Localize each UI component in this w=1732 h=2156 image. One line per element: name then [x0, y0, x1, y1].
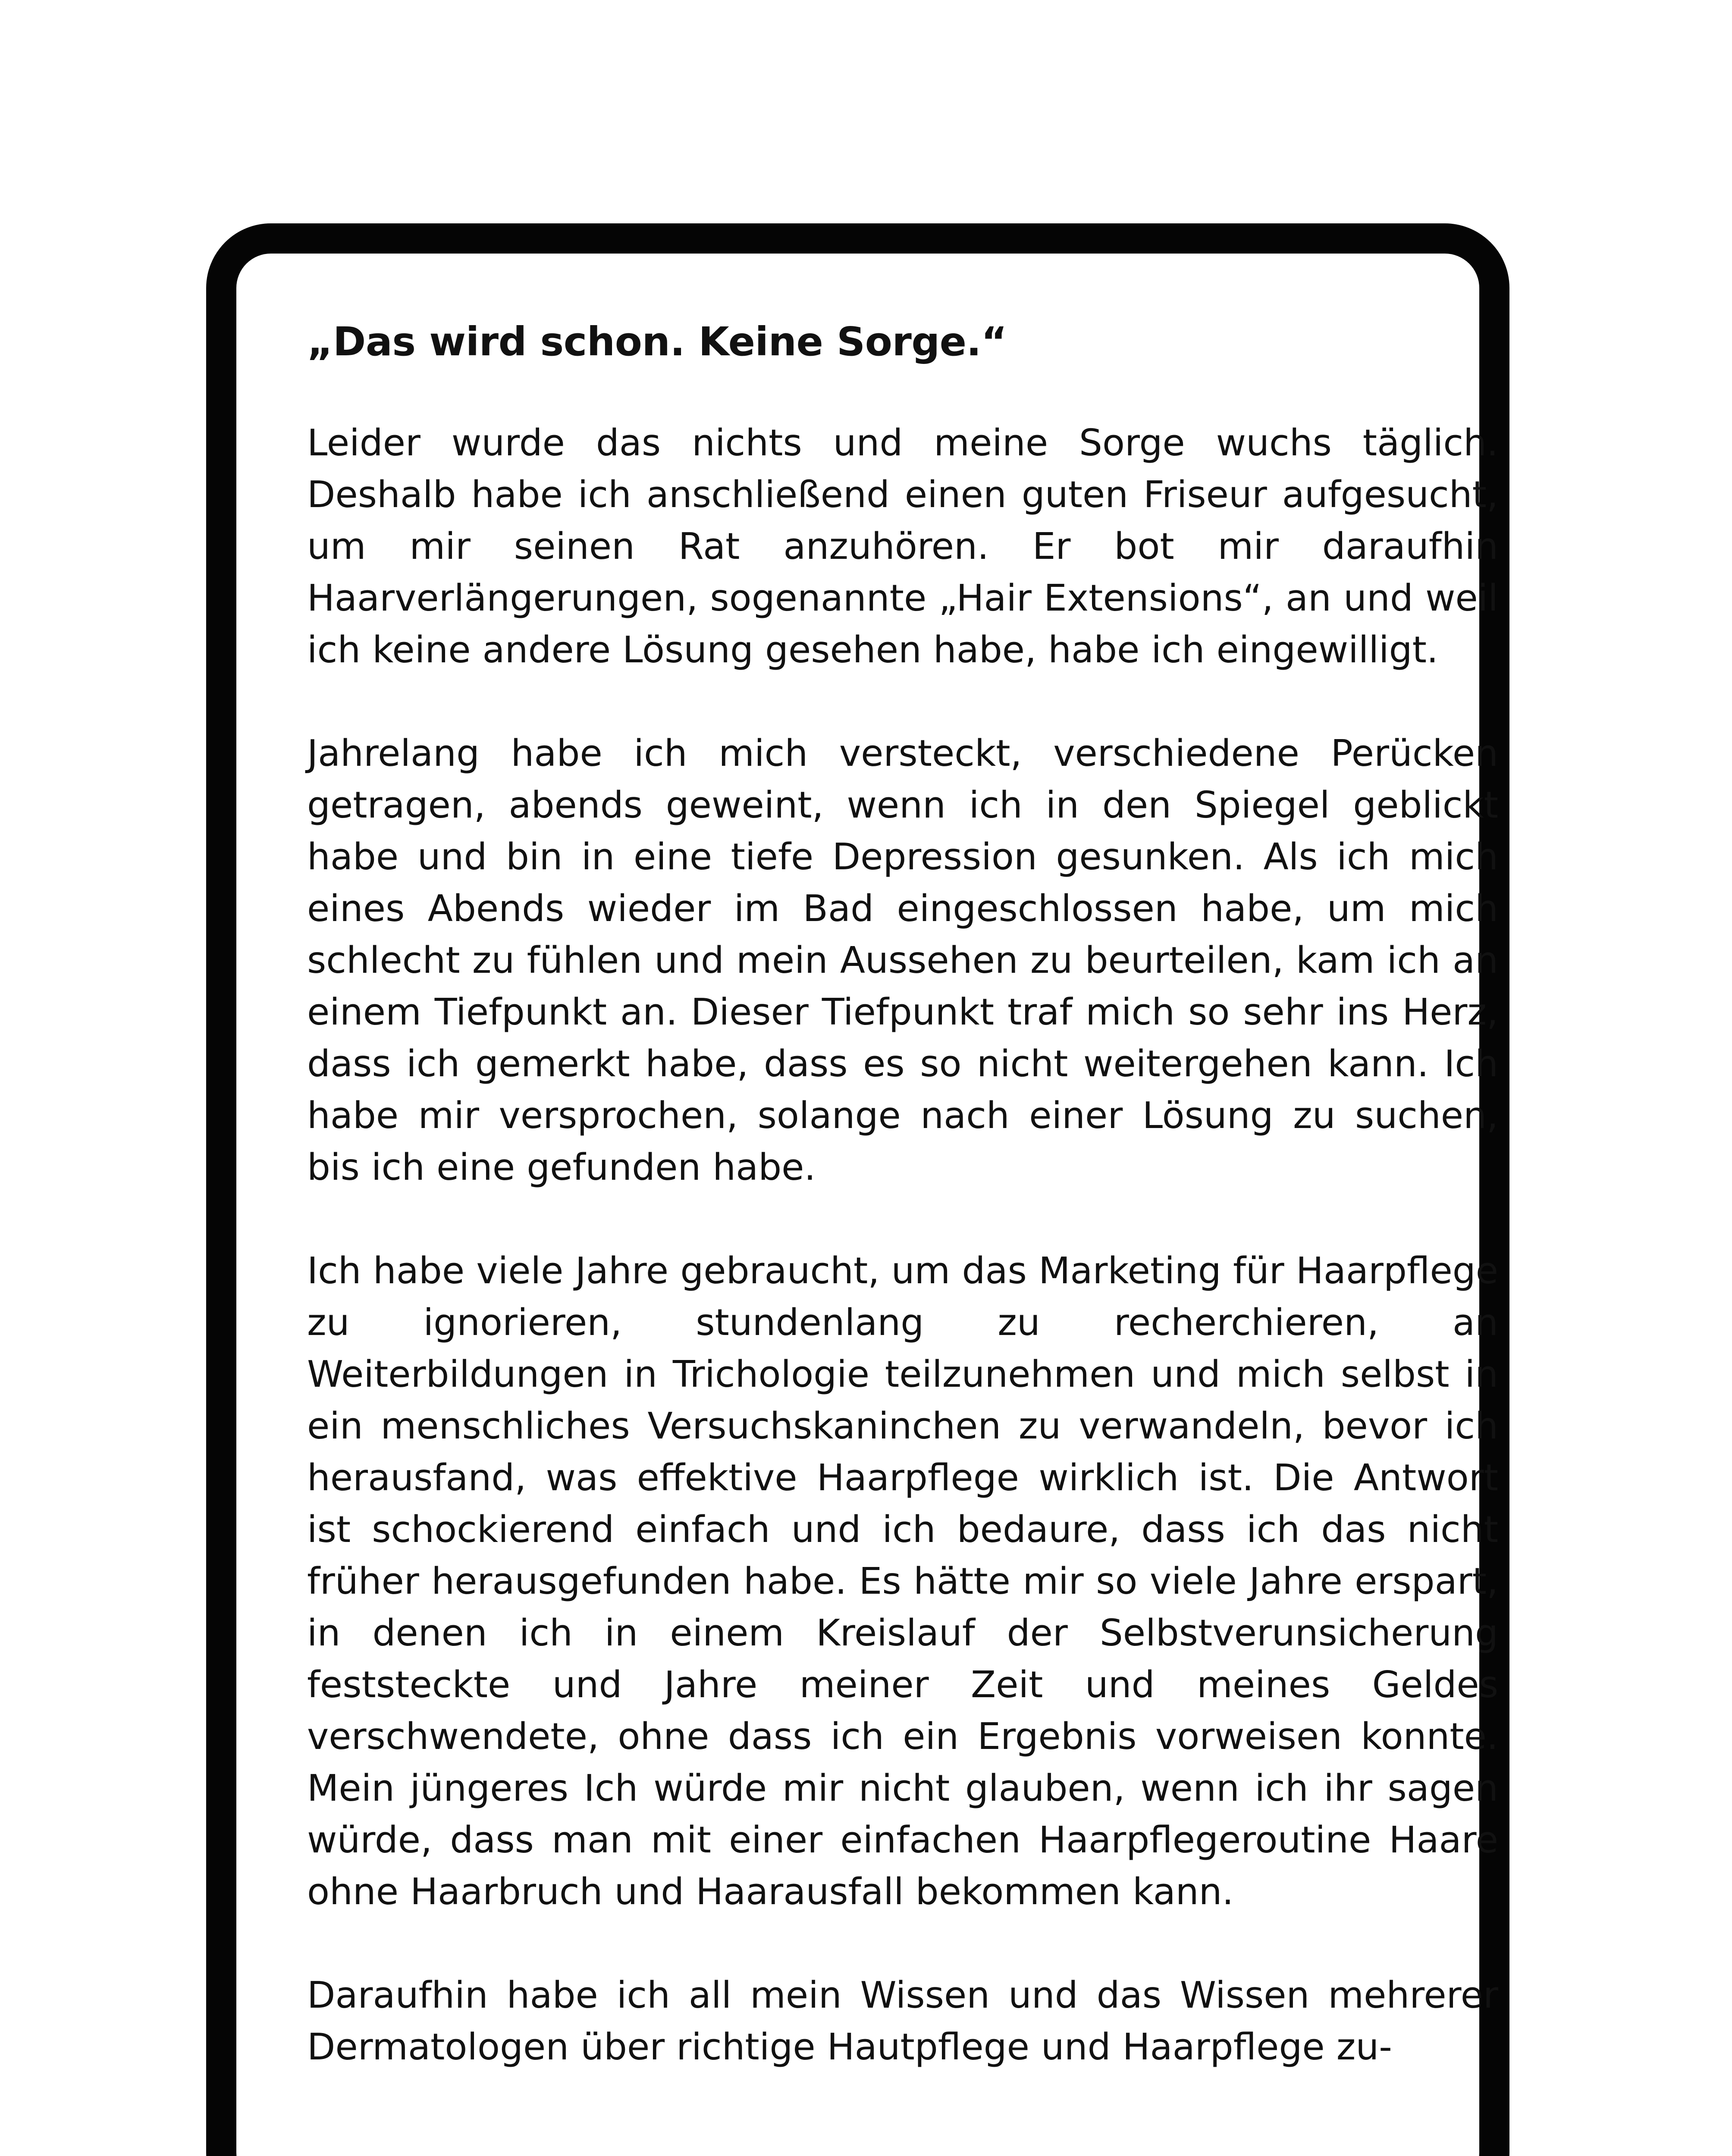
- paragraph-1: Leider wurde das nichts und meine Sorge wuchs täglich. Deshalb habe ich anschließend einen guten Friseur aufgesucht, um mir seinen Rat anzuhören. Er bot mir daraufhin Haarverlängerungen, sogenannte „Hair Extensions“, an und weil ich keine andere Lösung gesehen habe, habe ich eingewilligt.: [307, 422, 1498, 672]
- paragraph-2: Jahrelang habe ich mich versteckt, verschiedene Perücken getragen, abends geweint, wenn ich in den Spiegel geblickt habe und bin in eine tiefe Depression gesunken. Als ich mich eines Abends wieder im Bad eingeschlossen habe, um mich schlecht zu fühlen und mein Aussehen zu beurteilen, kam ich an einem Tiefpunkt an. Dieser Tiefpunkt traf mich so sehr ins Herz, dass ich gemerkt habe, dass es so nicht weitergehen kann. Ich habe mir versprochen, solange nach einer Lösung zu suchen, bis ich eine gefunden habe.: [307, 732, 1498, 1189]
- paragraph-3: Ich habe viele Jahre gebraucht, um das Marketing für Haarpflege zu ignorieren, stundenlang zu recherchieren, an Weiterbildungen in Trichologie teilzunehmen und mich selbst in ein menschliches Versuchskaninchen zu verwandeln, bevor ich herausfand, was effektive Haarpflege wirklich ist. Die Antwort ist schockierend einfach und ich bedaure, dass ich das nicht früher herausgefunden habe. Es hätte mir so viele Jahre erspart, in denen ich in einem Kreislauf der Selbstverunsicherung feststeckte und Jahre meiner Zeit und meines Geldes verschwendete, ohne dass ich ein Ergebnis vorweisen konnte. Mein jüngeres Ich würde mir nicht glauben, wenn ich ihr sagen würde, dass man mit einer einfachen Haarpflegeroutine Haare ohne Haarbruch und Haarausfall bekommen kann.: [307, 1250, 1498, 1914]
- text-box-frame: [206, 223, 1509, 2156]
- headline-quote: „Das wird schon. Keine Sorge.“: [307, 319, 1007, 365]
- text-box-content: [307, 318, 1498, 2073]
- paragraph-4: Daraufhin habe ich all mein Wissen und das Wissen mehrerer Dermatologen über richtige Hautpflege und Haarpflege zu-: [307, 1974, 1498, 2069]
